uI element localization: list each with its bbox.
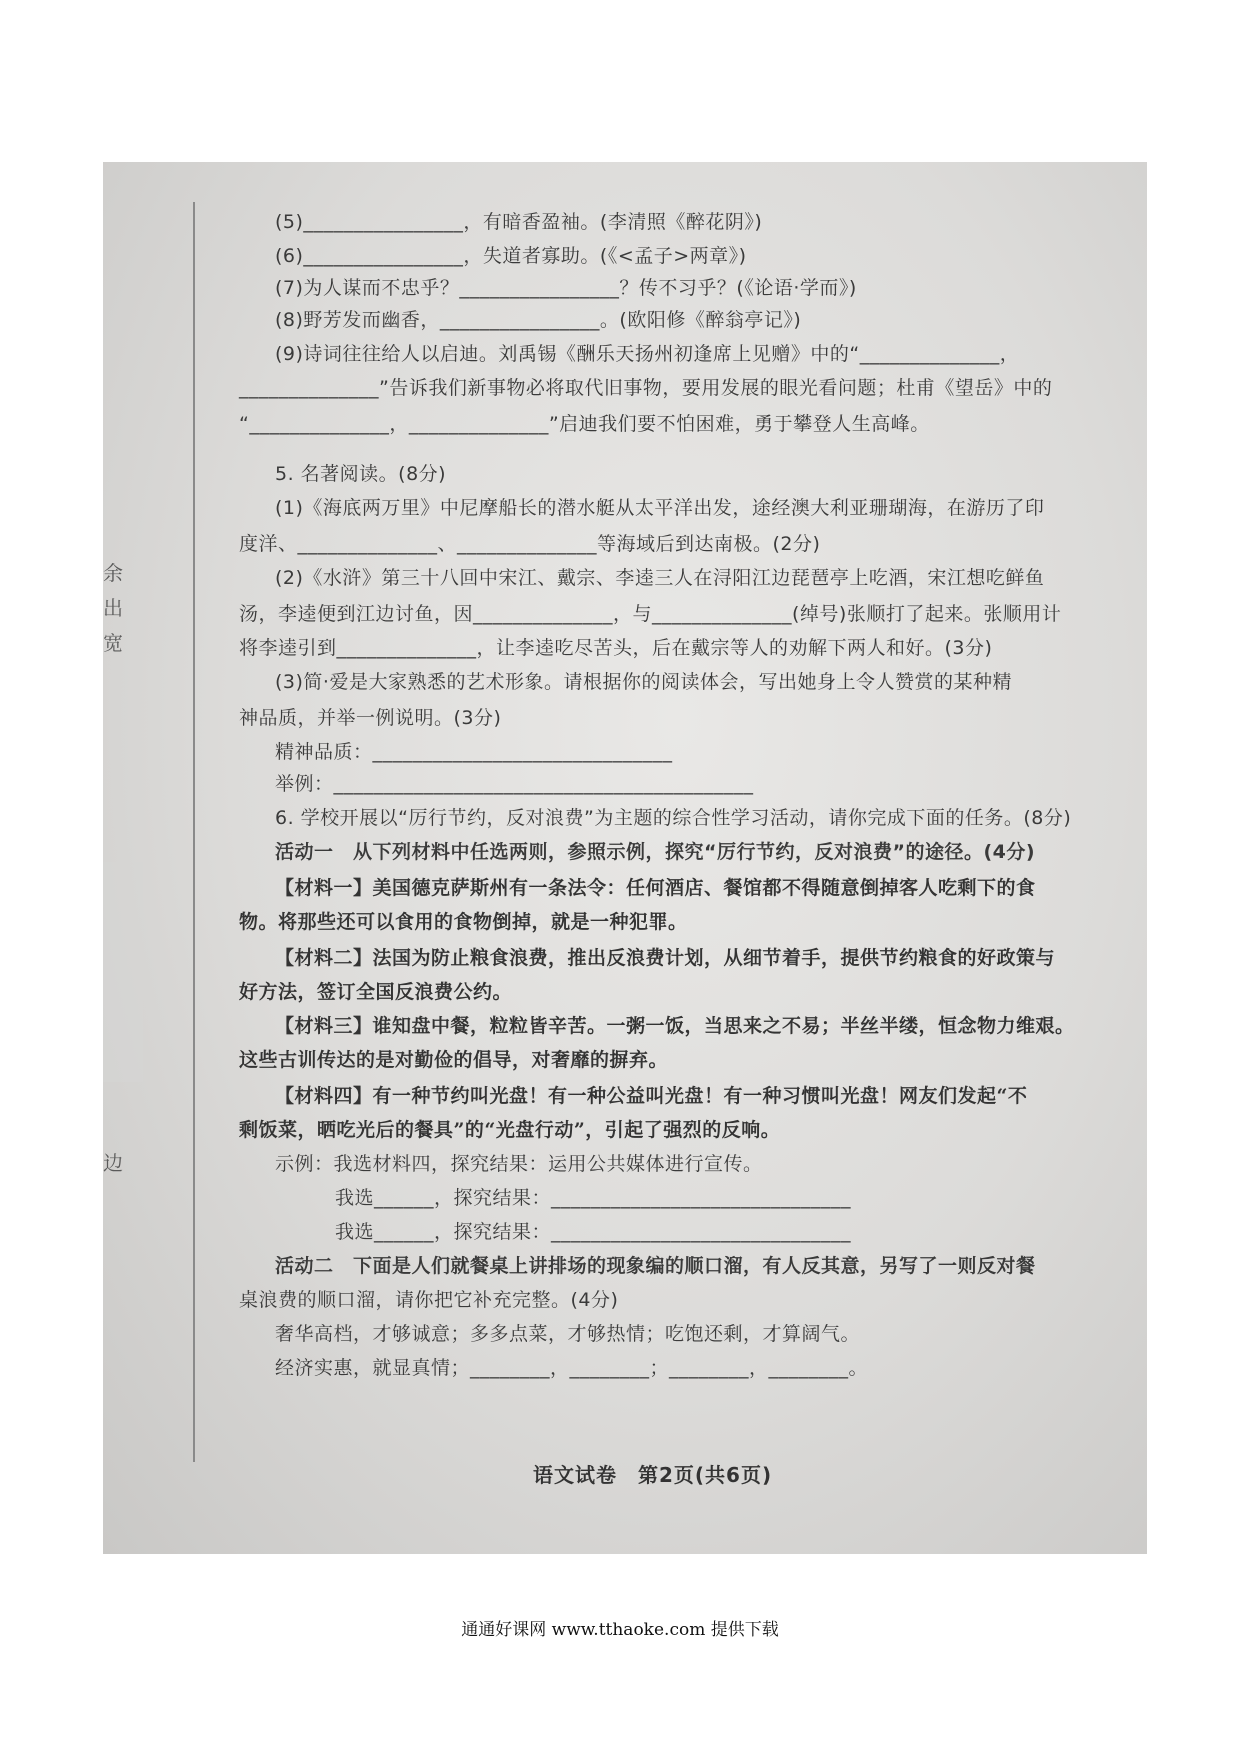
scanned-exam-page <box>103 162 1147 1554</box>
page-footer: 语文试卷 第2页(共6页) <box>533 1463 773 1487</box>
text-line: (1)《海底两万里》中尼摩船长的潜水艇从太平洋出发，途经澳大利亚珊瑚海，在游历了印 <box>275 497 1045 519</box>
margin-char-4: 边 <box>103 1151 123 1175</box>
text-line: 精神品质：______________________________ <box>275 741 673 763</box>
text-line: 6. 学校开展以“厉行节约，反对浪费”为主题的综合性学习活动，请你完成下面的任务。(8分) <box>275 807 1072 829</box>
text-line: 5. 名著阅读。(8分) <box>275 463 447 485</box>
text-line: 活动二 下面是人们就餐桌上讲排场的现象编的顺口溜，有人反其意，另写了一则反对餐 <box>275 1255 1036 1277</box>
text-line: 示例：我选材料四，探究结果：运用公共媒体进行宣传。 <box>275 1153 763 1175</box>
text-line: 剩饭菜，晒吃光后的餐具”的“光盘行动”，引起了强烈的反响。 <box>239 1119 781 1141</box>
exam-content <box>103 162 1147 1554</box>
text-line: (2)《水浒》第三十八回中宋江、戴宗、李逵三人在浔阳江边琵琶亭上吃酒，宋江想吃鲜鱼 <box>275 567 1045 589</box>
site-credit: 通通好课网 www.tthaoke.com 提供下载 <box>461 1620 779 1640</box>
text-line: ______________”告诉我们新事物必将取代旧事物，要用发展的眼光看问题；杜甫《望岳》中的 <box>239 377 1053 399</box>
text-line: 【材料四】有一种节约叫光盘！有一种公益叫光盘！有一种习惯叫光盘！网友们发起“不 <box>275 1085 1028 1107</box>
text-line: 经济实惠，就显真情；________，________；________，________。 <box>275 1357 869 1379</box>
text-line: (5)________________，有暗香盈袖。(李清照《醉花阴》) <box>275 211 763 233</box>
margin-char-2: 出 <box>103 596 123 620</box>
text-line: 将李逵引到______________，让李逵吃尽苦头，后在戴宗等人的劝解下两人和好。(3分) <box>239 637 993 659</box>
text-line: (6)________________，失道者寡助。(《<孟子>两章》) <box>275 245 747 267</box>
text-line: 【材料一】美国德克萨斯州有一条法令：任何酒店、餐馆都不得随意倒掉客人吃剩下的食 <box>275 877 1036 899</box>
text-line: 我选______，探究结果：______________________________ <box>335 1221 852 1243</box>
margin-char-3: 宽 <box>103 631 123 655</box>
text-line: 【材料二】法国为防止粮食浪费，推出反浪费计划，从细节着手，提供节约粮食的好政策与 <box>275 947 1056 969</box>
text-line: 奢华高档，才够诚意；多多点菜，才够热情；吃饱还剩，才算阔气。 <box>275 1323 861 1345</box>
margin-char-1: 余 <box>103 561 123 585</box>
text-line: 度洋、______________、______________等海域后到达南极。(2分) <box>239 533 821 555</box>
text-line: 物。将那些还可以食用的食物倒掉，就是一种犯罪。 <box>239 911 688 933</box>
text-line: 活动一 从下列材料中任选两则，参照示例，探究“厉行节约，反对浪费”的途径。(4分) <box>275 841 1036 863</box>
text-line: 好方法，签订全国反浪费公约。 <box>239 981 513 1003</box>
text-line: (8)野芳发而幽香，________________。(欧阳修《醉翁亭记》) <box>275 309 802 331</box>
text-line: 汤，李逵便到江边讨鱼，因______________，与______________(绰号)张顺打了起来。张顺用计 <box>239 603 1062 625</box>
text-line: “______________，______________”启迪我们要不怕困难，勇于攀登人生高峰。 <box>239 413 930 435</box>
text-line: 【材料三】谁知盘中餐，粒粒皆辛苦。一粥一饭，当思来之不易；半丝半缕，恒念物力维艰。 <box>275 1015 1075 1037</box>
text-line: (3)简·爱是大家熟悉的艺术形象。请根据你的阅读体会，写出她身上令人赞赏的某种精 <box>275 671 1012 693</box>
text-line: 这些古训传达的是对勤俭的倡导，对奢靡的摒弃。 <box>239 1049 669 1071</box>
text-line: (7)为人谋而不忠乎？________________？传不习乎？(《论语·学而》) <box>275 277 857 299</box>
text-line: 举例：__________________________________________ <box>275 773 754 795</box>
text-line: 我选______，探究结果：______________________________ <box>335 1187 852 1209</box>
text-line: 桌浪费的顺口溜，请你把它补充完整。(4分) <box>239 1289 619 1311</box>
text-line: 神品质，并举一例说明。(3分) <box>239 707 502 729</box>
text-line: (9)诗词往往给人以启迪。刘禹锡《酬乐天扬州初逢席上见赠》中的“______________， <box>275 343 1020 365</box>
